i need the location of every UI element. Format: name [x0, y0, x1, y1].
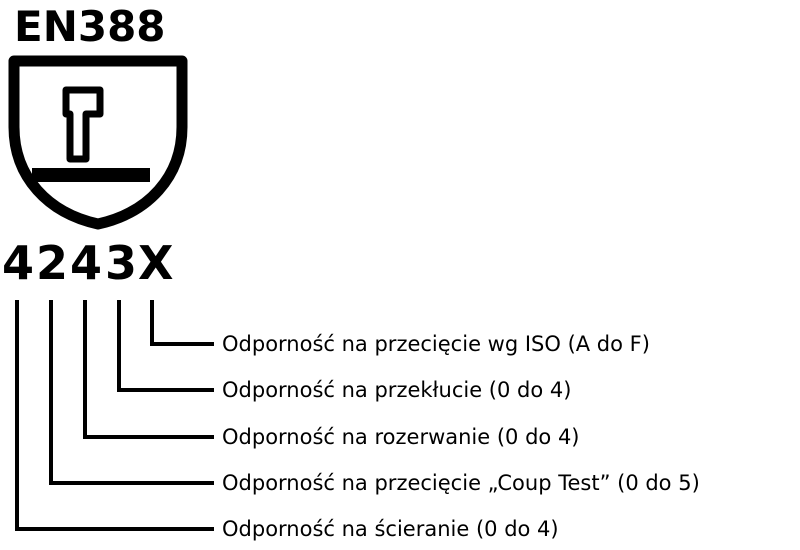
leader-line-cut-iso: [152, 300, 214, 344]
legend-label-tear: Odporność na rozerwanie (0 do 4): [222, 425, 580, 449]
code-digit-cut-coup: 2: [36, 236, 69, 290]
leader-line-abrasion: [17, 300, 214, 529]
leader-line-tear: [85, 300, 214, 437]
code-digit-tear: 4: [70, 236, 103, 290]
legend-label-puncture: Odporność na przekłucie (0 do 4): [222, 378, 572, 402]
code-digit-cut-iso: X: [138, 236, 174, 290]
legend-label-cut-iso: Odporność na przecięcie wg ISO (A do F): [222, 332, 650, 356]
standard-title: EN388: [14, 2, 166, 51]
legend-label-cut-coup: Odporność na przecięcie „Coup Test” (0 do 5): [222, 471, 700, 495]
legend-label-abrasion: Odporność na ścieranie (0 do 4): [222, 517, 559, 541]
code-digit-puncture: 3: [105, 236, 138, 290]
code-digit-abrasion: 4: [2, 236, 35, 290]
